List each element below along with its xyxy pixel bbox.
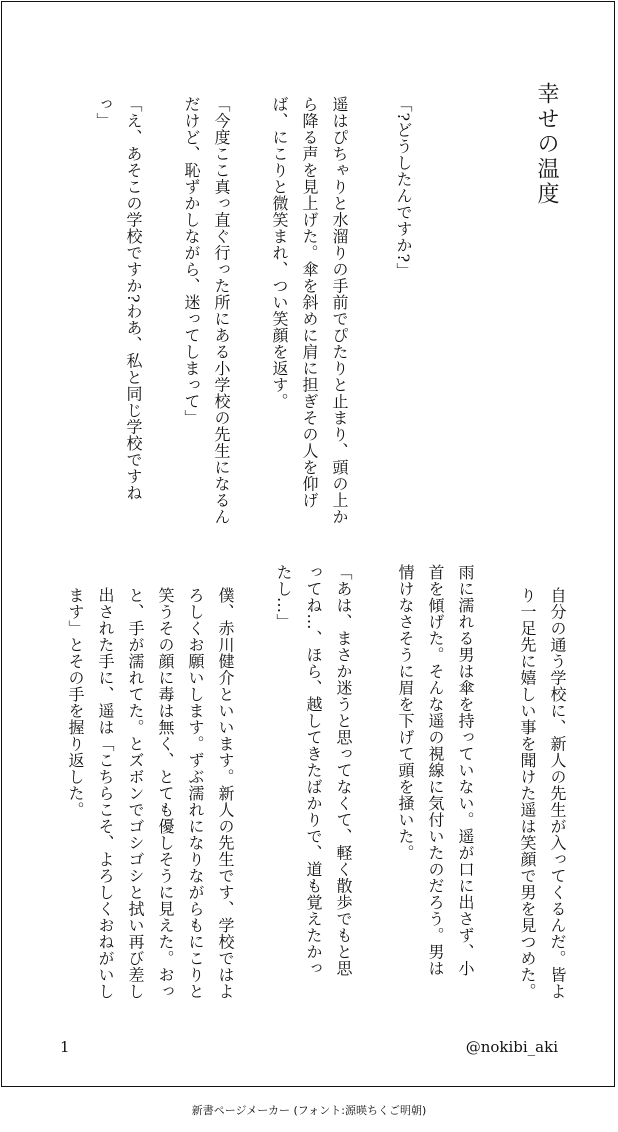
upper-paragraph-3: 「今度ここ真っ直ぐ行った所にある小学校の先生になるんだけど、恥ずかしながら、迷ってしまって」 (182, 96, 231, 525)
page-number: 1 (60, 1038, 70, 1056)
manuscript-page (1, 1, 615, 1087)
story-title: 幸せの温度 (534, 82, 559, 207)
lower-paragraph-4: 僕、赤川健介といいます。新人の先生です、学校ではよろしくお願いします。ずぶ濡れになりながらもにこりと笑うその顔に毒は無く、とても優しそうに見えた。おっと、手が濡れてた。とズボンでゴシゴシと拭い再び差し出された手に、遥は「こちらこそ、よろしくおねがいします」とその手を握り返した。 (66, 587, 235, 1000)
lower-paragraph-1: 自分の通う学校に、新人の先生が入ってくるんだ。皆より一足先に嬉しい事を聞けた遥は笑顔で男を見つめた。 (518, 587, 567, 1000)
lower-paragraph-3: 「あは、まさか迷うと思ってなくて、軽く散歩でもと思ってね…、ほら、越してきたばかりで、道も覚えたかったし…」 (274, 564, 353, 977)
upper-paragraph-2: 遥はぴちゃりと水溜りの手前でぴたりと止まり、頭の上から降る声を見上げた。傘を斜めに肩に担ぎその人を仰げば、にこりと微笑まれ、つい笑顔を返す。 (270, 96, 349, 525)
upper-paragraph-4: 「え、あそこの学校ですか?わあ、私と同じ学校ですねっ」 (94, 96, 143, 502)
lower-paragraph-2: 雨に濡れる男は傘を持っていない。遥が口に出さず、小首を傾げた。そんな遥の視線に気付いたのだろう。男は情けなさそうに眉を下げて頭を掻いた。 (396, 564, 475, 977)
upper-paragraph-1: 「?どうしたんですか?」 (394, 96, 413, 280)
author-handle: @nokibi_aki (465, 1038, 558, 1056)
generator-credit: 新書ページメーカー (フォント:源暎ちくご明朝) (191, 1104, 427, 1117)
